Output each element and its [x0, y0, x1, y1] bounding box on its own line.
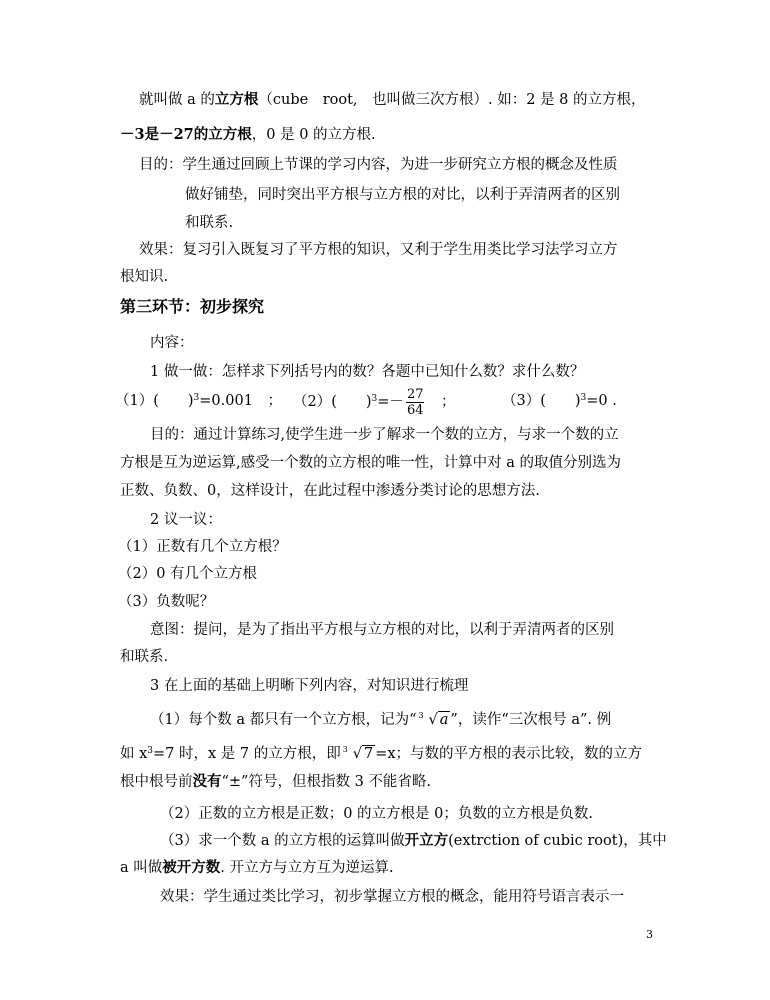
- question-3: （3）负数呢？: [118, 594, 215, 610]
- page-number: 3: [646, 928, 653, 941]
- task3-title: 3 在上面的基础上明晰下列内容，对知识进行梳理: [150, 678, 469, 694]
- intent-line-1: 意图：提问，是为了指出平方根与立方根的对比，以利于弄清两者的区别: [150, 622, 614, 638]
- term-radicand: 被开方数: [162, 859, 221, 876]
- cube-root-a: 3 √ a: [418, 711, 449, 728]
- task1-title: 1 做一做：怎样求下列括号内的数？各题中已知什么数？求什么数？: [150, 364, 585, 380]
- item2: （2）正数的立方根是正数；0 的立方根是 0；负数的立方根是负数.: [160, 806, 594, 822]
- question-2: （2）0 有几个立方根: [118, 566, 258, 582]
- effect-line-1: 效果：复习引入既复习了平方根的知识，又利于学生用类比学习法学习立方: [139, 242, 618, 258]
- purpose-line-3: 和联系.: [185, 215, 234, 231]
- purpose2-line-2: 方根是互为逆运算,感受一个数的立方根的唯一性，计算中对 a 的取值分别选为: [120, 455, 621, 471]
- item1-line-1: （1）每个数 a 都只有一个立方根，记为“ 3 √ a ”，读作“三次根号 a”. 例: [150, 711, 612, 728]
- effect2-line-1: 效果：学生通过类比学习，初步掌握立方根的概念，能用符号语言表示一: [160, 889, 624, 905]
- purpose-line-2: 做好铺垫，同时突出平方根与立方根的对比，以利于弄清两者的区别: [185, 187, 620, 203]
- term-extraction: 开立方: [404, 832, 449, 849]
- exercise-1: （1）( )$^3$=0.001 ；: [115, 393, 282, 409]
- effect-line-2: 根知识.: [120, 269, 169, 285]
- task2-title: 2 议一议：: [150, 512, 222, 528]
- question-1: （1）正数有几个立方根？: [118, 539, 287, 555]
- cube-root-7: 3 √ 7: [342, 745, 374, 762]
- item1-line-3: 根中根号前没有“±”符号，但根指数 3 不能省略.: [120, 773, 432, 790]
- purpose2-line-3: 正数、负数、0，这样设计，在此过程中渗透分类讨论的思想方法.: [120, 483, 540, 499]
- example-cube-root: －3是－27的立方根: [120, 126, 252, 143]
- exercise-2: （2）( )$^3$=－ $\frac{27}{64}$ ；: [293, 386, 456, 418]
- definition-line-2: －3是－27的立方根，0 是 0 的立方根.: [120, 126, 376, 143]
- item3-line-1: （3）求一个数 a 的立方根的运算叫做开立方(extrction of cubic root)，其中: [160, 832, 667, 849]
- item1-line-2: 如 $x^3=7$ 时，x 是 7 的立方根，即 3 √ 7 =x；与数的平方根的表示比较，数的立方: [120, 745, 643, 762]
- exercise-3: （3）( )$^3$=0 .: [502, 393, 617, 409]
- fraction-27-64: $\frac{27}{64}$: [406, 386, 424, 418]
- definition-line-1: 就叫做 a 的立方根（cube root, 也叫做三次方根）. 如：2 是 8 的立方根，: [139, 91, 646, 108]
- content-label: 内容：: [150, 335, 194, 351]
- term-cube-root: 立方根: [214, 91, 259, 108]
- section-heading: 第三环节：初步探究: [120, 297, 265, 316]
- purpose-line-1: 目的：学生通过回顾上节课的学习内容，为进一步研究立方根的概念及性质: [139, 157, 618, 173]
- purpose2-line-1: 目的：通过计算练习,使学生进一步了解求一个数的立方，与求一个数的立: [150, 427, 619, 443]
- intent-line-2: 和联系.: [120, 649, 169, 665]
- item3-line-2: a 叫做被开方数. 开立方与立方互为逆运算.: [120, 859, 394, 876]
